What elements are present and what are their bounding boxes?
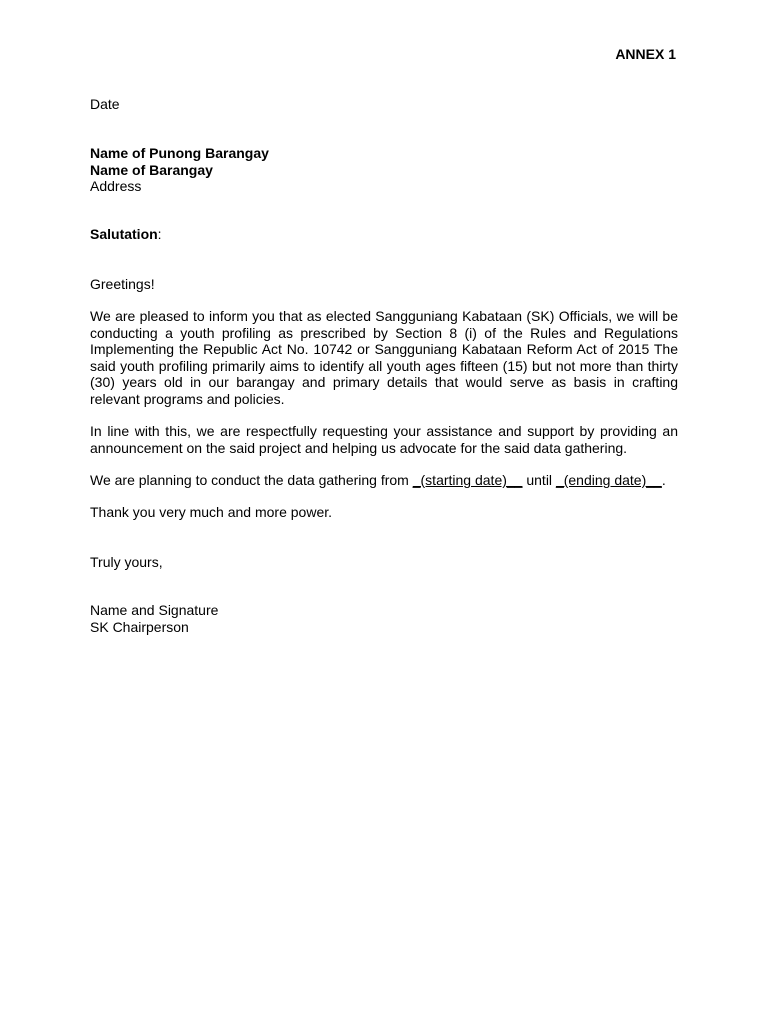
schedule-suffix: . [661,472,666,488]
greeting-line: Greetings! [90,276,155,292]
schedule-paragraph [90,472,678,489]
salutation-colon: : [157,226,162,242]
salutation-label: Salutation [90,226,158,242]
recipient-address: Address [90,178,142,194]
signature-name: Name and Signature [90,602,219,618]
annex-label: ANNEX 1 [615,46,676,62]
date-line: Date [90,96,120,112]
recipient-block [90,145,678,195]
ending-date-blank: _(ending date)__ [555,472,662,488]
body-paragraph-2: In line with this, we are respectfully requesting your assistance and support by providing an announcement on the said project and helping us advocate for the said data gathering. [90,423,678,456]
starting-date-blank: _(starting date)__ [412,472,523,488]
schedule-prefix: We are planning to conduct the data gathering from [90,472,413,488]
recipient-name: Name of Punong Barangay [90,145,269,161]
signature-title: SK Chairperson [90,618,189,635]
thanks-line: Thank you very much and more power. [90,504,333,520]
schedule-middle: until [522,472,556,488]
signature-block [90,602,678,635]
recipient-barangay: Name of Barangay [90,161,213,178]
closing-line: Truly yours, [90,554,163,570]
salutation-line [90,226,678,243]
body-paragraph-1: We are pleased to inform you that as elected Sangguniang Kabataan (SK) Officials, we will be conducting a youth profiling as prescribed by Section 8 (i) of the Rules and Regulations Implementing the Republic Act No. 10742 or Sangguniang Kabataan Reform Act of 2015 The said youth profiling primarily aims to identify all youth ages fifteen (15) but not more than thirty (30) years old in our barangay and primary details that would serve as basis in crafting relevant programs and policies. [90,308,678,407]
